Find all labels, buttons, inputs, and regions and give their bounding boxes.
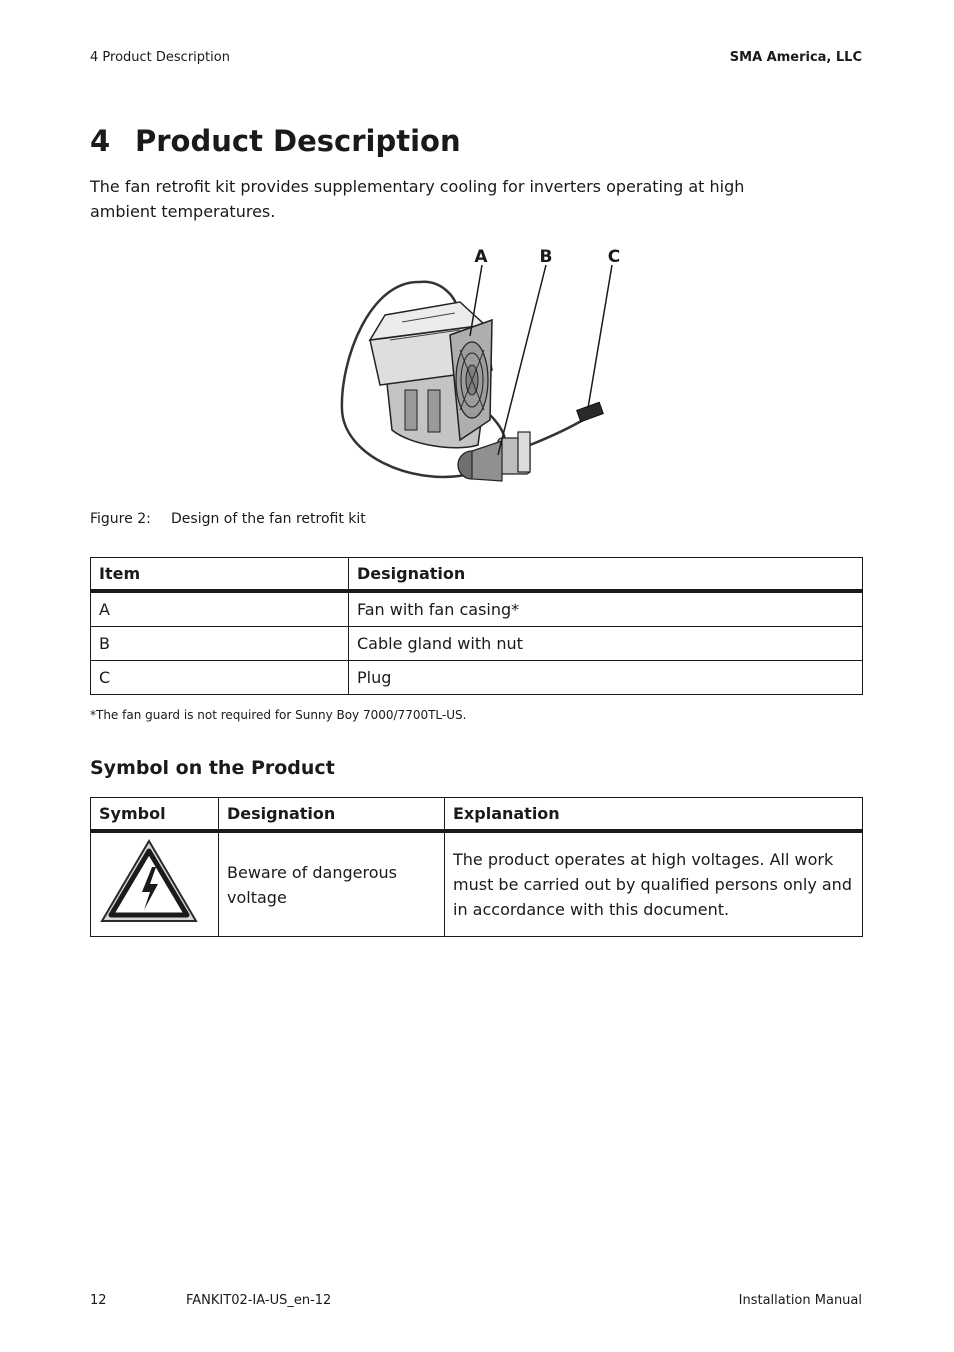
item-cell: A <box>91 591 349 627</box>
figure-caption-label: Figure 2: <box>90 511 151 527</box>
figure-label-b: B <box>539 247 553 267</box>
items-table <box>90 557 863 695</box>
designation-cell: Cable gland with nut <box>349 627 863 661</box>
item-cell: B <box>91 627 349 661</box>
figure-label-a: A <box>474 247 488 267</box>
column-header-item: Item <box>91 558 349 592</box>
explanation-cell: The product operates at high voltages. All work must be carried out by qualified persons only and in accordance with this document. <box>445 831 863 937</box>
table-row <box>91 627 863 661</box>
designation-cell: Plug <box>349 661 863 695</box>
figure-label-c: C <box>607 247 621 267</box>
designation-cell: Fan with fan casing* <box>349 591 863 627</box>
column-header-designation: Designation <box>349 558 863 592</box>
designation-cell: Beware of dangerous voltage <box>219 831 445 937</box>
table-row <box>91 831 863 937</box>
symbol-table-header <box>91 798 863 832</box>
section-heading: Symbol on the Product <box>90 757 335 779</box>
document-id: FANKIT02-IA-US_en-12 <box>186 1293 332 1308</box>
symbol-cell <box>91 831 219 937</box>
intro-paragraph: The fan retrofit kit provides supplementary cooling for inverters operating at high ambient temperatures. <box>90 177 745 221</box>
chapter-number: 4 <box>90 124 111 158</box>
page-number: 12 <box>90 1293 107 1308</box>
figure-caption-text: Design of the fan retrofit kit <box>171 511 366 527</box>
column-header-explanation: Explanation <box>445 798 863 832</box>
table-row <box>91 661 863 695</box>
chapter-heading <box>90 124 461 158</box>
chapter-title: Product Description <box>135 124 461 158</box>
column-header-designation: Designation <box>219 798 445 832</box>
figure-caption <box>90 511 366 527</box>
table-row <box>91 591 863 627</box>
running-header-section: 4 Product Description <box>90 50 230 65</box>
high-voltage-warning-icon <box>99 837 199 925</box>
document-type: Installation Manual <box>738 1293 862 1308</box>
running-header-company: SMA America, LLC <box>729 50 862 65</box>
item-cell: C <box>91 661 349 695</box>
items-table-header <box>91 558 863 592</box>
table-footnote: *The fan guard is not required for Sunny Boy 7000/7700TL-US. <box>90 708 467 722</box>
fan-kit-illustration <box>330 240 630 490</box>
fan-kit-figure <box>330 240 630 490</box>
column-header-symbol: Symbol <box>91 798 219 832</box>
symbol-table <box>90 797 863 937</box>
